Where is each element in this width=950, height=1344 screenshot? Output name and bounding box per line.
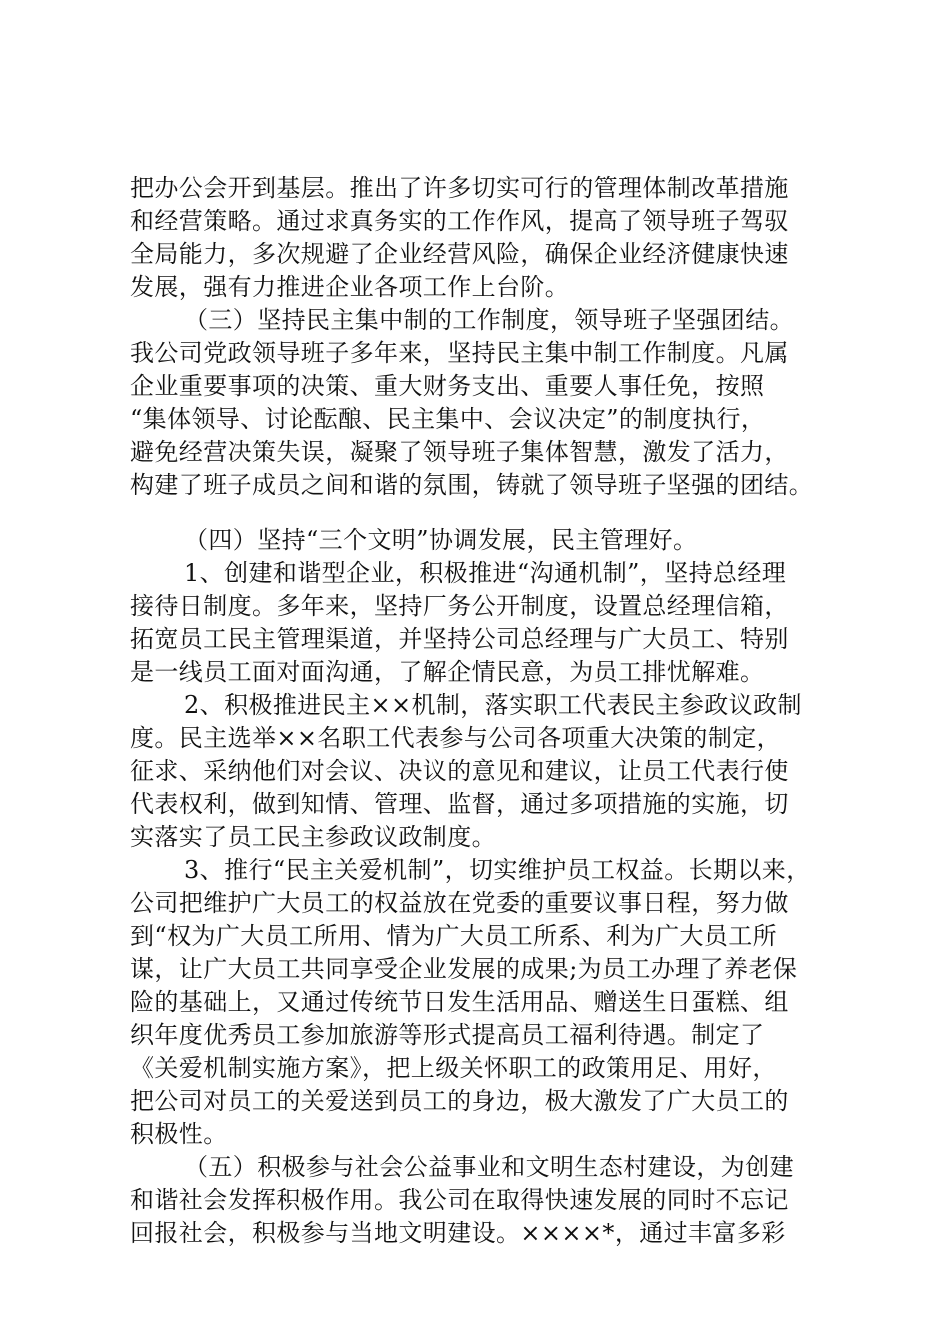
section-heading-4: （四）坚持“三个文明”协调发展，民主管理好。 xyxy=(184,526,698,554)
body-line: 险的基础上，又通过传统节日发生活用品、赠送生日蛋糕、组 xyxy=(130,988,789,1016)
body-line: 回报社会，积极参与当地文明建设。××××*，通过丰富多彩 xyxy=(130,1219,786,1247)
body-line: 谋，让广大员工共同享受企业发展的成果;为员工办理了养老保 xyxy=(130,955,798,983)
body-line: 代表权利，做到知情、管理、监督，通过多项措施的实施，切 xyxy=(130,790,789,818)
list-item-2: 2、积极推进民主××机制，落实职工代表民主参政议政制 xyxy=(184,691,802,719)
body-line: 全局能力，多次规避了企业经营风险，确保企业经济健康快速 xyxy=(130,240,789,268)
body-line: 避免经营决策失误，凝聚了领导班子集体智慧，激发了活力， xyxy=(130,438,789,466)
body-line: 构建了班子成员之间和谐的氛围，铸就了领导班子坚强的团结。 xyxy=(130,471,814,499)
body-line: 拓宽员工民主管理渠道，并坚持公司总经理与广大员工、特别 xyxy=(130,625,789,653)
body-line: 《关爱机制实施方案》，把上级关怀职工的政策用足、用好， xyxy=(130,1054,777,1082)
body-line: 征求、采纳他们对会议、决议的意见和建议，让员工代表行使 xyxy=(130,757,789,785)
body-line: 和经营策略。通过求真务实的工作作风，提高了领导班子驾驭 xyxy=(130,207,789,235)
body-line: 接待日制度。多年来，坚持厂务公开制度，设置总经理信箱， xyxy=(130,592,789,620)
body-line: 到“权为广大员工所用、情为广大员工所系、利为广大员工所 xyxy=(130,922,778,950)
body-line: 度。民主选举××名职工代表参与公司各项重大决策的制定， xyxy=(130,724,782,752)
document-body xyxy=(130,172,840,1250)
body-line: 和谐社会发挥积极作用。我公司在取得快速发展的同时不忘记 xyxy=(130,1186,789,1214)
body-line: 企业重要事项的决策、重大财务支出、重要人事任免，按照 xyxy=(130,372,765,400)
body-line: 是一线员工面对面沟通，了解企情民意，为员工排忧解难。 xyxy=(130,658,765,686)
body-line: 实落实了员工民主参政议政制度。 xyxy=(130,823,496,851)
body-line: 发展，强有力推进企业各项工作上台阶。 xyxy=(130,273,570,301)
body-line: 我公司党政领导班子多年来，坚持民主集中制工作制度。凡属 xyxy=(130,339,789,367)
body-line: 织年度优秀员工参加旅游等形式提高员工福利待遇。制定了 xyxy=(130,1021,765,1049)
body-line: 公司把维护广大员工的权益放在党委的重要议事日程，努力做 xyxy=(130,889,789,917)
list-item-1: 1、创建和谐型企业，积极推进“沟通机制”，坚持总经理 xyxy=(184,559,787,587)
body-line: 把办公会开到基层。推出了许多切实可行的管理体制改革措施 xyxy=(130,174,789,202)
list-item-3: 3、推行“民主关爱机制”，切实维护员工权益。长期以来， xyxy=(184,856,811,884)
body-line: “集体领导、讨论酝酿、民主集中、会议决定”的制度执行， xyxy=(130,405,766,433)
body-line: 把公司对员工的关爱送到员工的身边，极大激发了广大员工的 xyxy=(130,1087,789,1115)
section-heading-3: （三）坚持民主集中制的工作制度，领导班子坚强团结。 xyxy=(184,306,794,334)
body-line: 积极性。 xyxy=(130,1120,228,1148)
section-heading-5: （五）积极参与社会公益事业和文明生态村建设，为创建 xyxy=(184,1153,794,1181)
